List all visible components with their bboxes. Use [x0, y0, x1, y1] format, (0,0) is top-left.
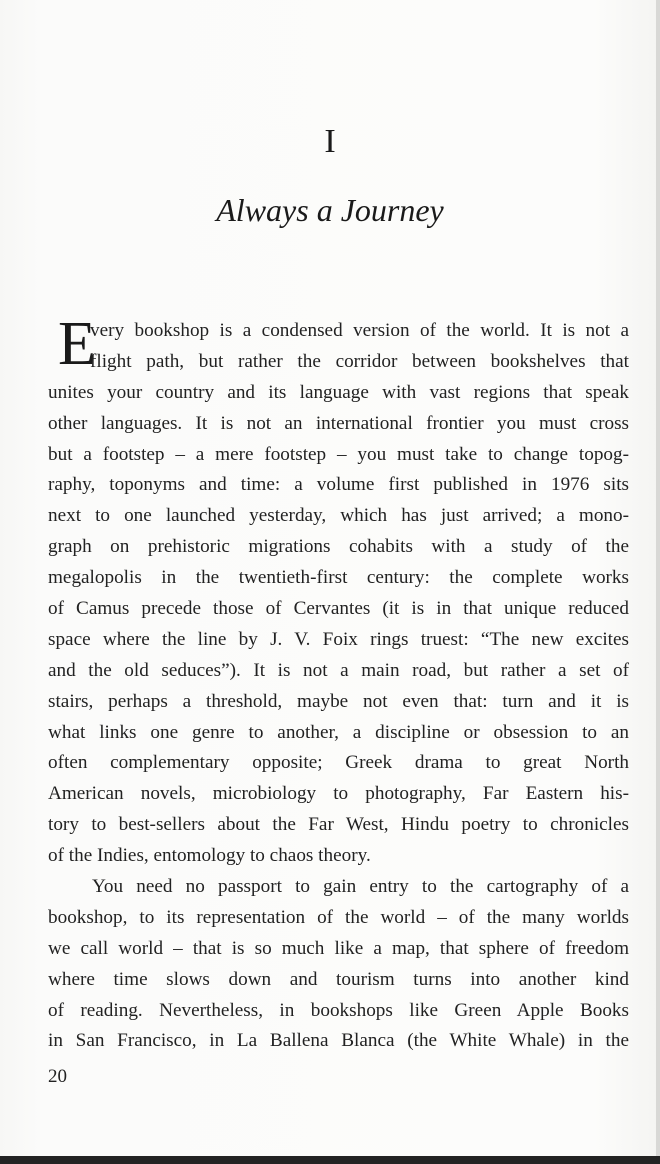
body-text [48, 316, 629, 1057]
text-line: megalopolis in the twentieth-first century: the complete works [48, 567, 629, 589]
text-line: but a footstep – a mere footstep – you must take to change topog- [48, 443, 629, 465]
page-number: 20 [48, 1066, 67, 1087]
page-bottom-edge [0, 1156, 660, 1164]
text-line: next to one launched yesterday, which has just arrived; a mono- [48, 505, 629, 527]
text-line: we call world – that is so much like a map, that sphere of freedom [48, 937, 629, 959]
text-line: graph on prehistoric migrations cohabits with a study of the [48, 536, 629, 558]
text-line: often complementary opposite; Greek drama to great North [48, 752, 629, 774]
chapter-title: Always a Journey [216, 192, 444, 228]
text-line: You need no passport to gain entry to the cartography of a [92, 876, 629, 898]
text-line: of reading. Nevertheless, in bookshops like Green Apple Books [48, 999, 629, 1021]
text-line: of the Indies, entomology to chaos theory. [48, 845, 371, 867]
text-line: where time slows down and tourism turns into another kind [48, 968, 629, 990]
chapter-number: I [324, 123, 336, 160]
text-line: American novels, microbiology to photography, Far Eastern his- [48, 783, 629, 805]
text-line: what links one genre to another, a discipline or obsession to an [48, 721, 629, 743]
text-line: bookshop, to its representation of the world – of the many worlds [48, 906, 629, 928]
text-line: in San Francisco, in La Ballena Blanca (the White Whale) in the [48, 1030, 629, 1052]
text-line: and the old seduces”). It is not a main road, but rather a set of [48, 659, 629, 681]
text-line: raphy, toponyms and time: a volume first published in 1976 sits [48, 474, 629, 496]
text-line: space where the line by J. V. Foix rings truest: “The new excites [48, 628, 629, 650]
page-edge-shadow [656, 0, 660, 1164]
text-line: unites your country and its language with vast regions that speak [48, 381, 629, 403]
text-line: other languages. It is not an international frontier you must cross [48, 412, 629, 434]
text-line: stairs, perhaps a threshold, maybe not even that: turn and it is [48, 690, 629, 712]
text-line: tory to best-sellers about the Far West, Hindu poetry to chronicles [48, 814, 629, 836]
text-line: of Camus precede those of Cervantes (it is in that unique reduced [48, 598, 629, 620]
text-line: very bookshop is a condensed version of the world. It is not a [90, 320, 629, 341]
text-line: flight path, but rather the corridor between bookshelves that [90, 350, 629, 372]
drop-cap: E [58, 310, 96, 378]
